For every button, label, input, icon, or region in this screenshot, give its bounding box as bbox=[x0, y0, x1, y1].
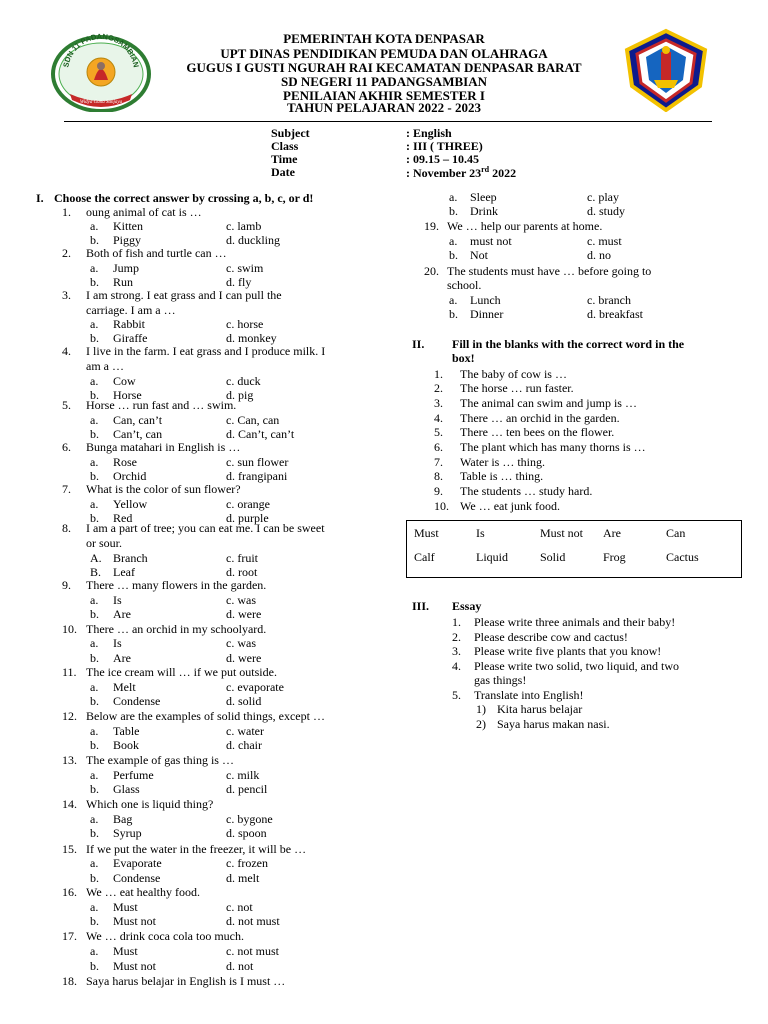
question-text: am a … bbox=[86, 359, 124, 373]
fill-item-text: There … ten bees on the flower. bbox=[460, 425, 615, 439]
essay-number: 3. bbox=[452, 644, 461, 658]
option-d: d. no bbox=[587, 248, 611, 262]
option-c: c. play bbox=[587, 190, 619, 204]
date-suffix: rd bbox=[481, 165, 490, 174]
option-letter: b. bbox=[90, 388, 99, 402]
question-number: 16. bbox=[62, 885, 77, 899]
option-d: d. melt bbox=[226, 871, 260, 885]
option-b: Giraffe bbox=[113, 331, 148, 345]
question-text: If we put the water in the freezer, it will be … bbox=[86, 842, 307, 856]
date-text: : November 23 bbox=[406, 166, 482, 180]
option-b: Can’t, can bbox=[113, 427, 163, 441]
option-b: Piggy bbox=[113, 233, 142, 247]
option-a: Can, can’t bbox=[113, 413, 163, 427]
section-3-number: III. bbox=[412, 599, 430, 613]
word-box-word: Frog bbox=[603, 550, 626, 564]
option-c: c. fruit bbox=[226, 551, 258, 565]
option-a: must not bbox=[470, 234, 512, 248]
question-number: 7. bbox=[62, 482, 71, 496]
word-box-word: Can bbox=[666, 526, 686, 540]
option-a: Must bbox=[113, 900, 138, 914]
option-d: d. pencil bbox=[226, 782, 268, 796]
question-number: 5. bbox=[62, 398, 71, 412]
fill-item-number: 3. bbox=[434, 396, 443, 410]
fill-item-number: 8. bbox=[434, 469, 443, 483]
option-letter: b. bbox=[90, 607, 99, 621]
question-number: 8. bbox=[62, 521, 71, 535]
fill-item-text: The students … study hard. bbox=[460, 484, 593, 498]
fill-item-text: The horse … run faster. bbox=[460, 381, 574, 395]
fill-item-text: Table is … thing. bbox=[460, 469, 544, 483]
option-letter: a. bbox=[90, 812, 99, 826]
word-box-word: Solid bbox=[540, 550, 566, 564]
option-a: Sleep bbox=[470, 190, 497, 204]
option-letter: b. bbox=[90, 782, 99, 796]
question-text: We … eat healthy food. bbox=[86, 885, 200, 899]
fill-item-number: 5. bbox=[434, 425, 443, 439]
option-c: c. swim bbox=[226, 261, 264, 275]
option-a: Yellow bbox=[113, 497, 148, 511]
option-b: Drink bbox=[470, 204, 498, 218]
option-letter: a. bbox=[449, 234, 458, 248]
option-letter: b. bbox=[449, 307, 458, 321]
option-c: c. branch bbox=[587, 293, 631, 307]
option-c: c. sun flower bbox=[226, 455, 289, 469]
question-number: 14. bbox=[62, 797, 77, 811]
option-c: c. was bbox=[226, 636, 256, 650]
fill-item-number: 6. bbox=[434, 440, 443, 454]
header-line-3: GUGUS I GUSTI NGURAH RAI KECAMATAN DENPASAR BARAT bbox=[186, 60, 582, 75]
option-letter: a. bbox=[90, 593, 99, 607]
option-c: c. frozen bbox=[226, 856, 268, 870]
fill-item-text: The baby of cow is … bbox=[460, 367, 567, 381]
question-text: The example of gas thing is … bbox=[86, 753, 234, 767]
header-line-1: PEMERINTAH KOTA DENPASAR bbox=[283, 31, 485, 46]
info-value: : English bbox=[406, 126, 452, 140]
option-d: d. breakfast bbox=[587, 307, 643, 321]
word-box-word: Are bbox=[603, 526, 621, 540]
option-b: Run bbox=[113, 275, 134, 289]
option-letter: b. bbox=[90, 469, 99, 483]
section-2-title-line-2: box! bbox=[452, 351, 475, 365]
essay-text: Please describe cow and cactus! bbox=[474, 630, 628, 644]
option-letter: a. bbox=[90, 317, 99, 331]
fill-item-text: The animal can swim and jump is … bbox=[460, 396, 637, 410]
option-c: c. Can, can bbox=[226, 413, 280, 427]
option-a: Is bbox=[113, 593, 122, 607]
option-d: d. duckling bbox=[226, 233, 280, 247]
option-c: c. bygone bbox=[226, 812, 273, 826]
option-letter: b. bbox=[90, 694, 99, 708]
school-logo-text: SDN 11 PADANGSAMBIAN bbox=[61, 31, 141, 69]
option-c: c. lamb bbox=[226, 219, 262, 233]
question-number: 17. bbox=[62, 929, 77, 943]
fill-item-number: 10. bbox=[434, 499, 449, 513]
option-letter: b. bbox=[90, 511, 99, 525]
option-d: d. chair bbox=[226, 738, 262, 752]
question-number: 4. bbox=[62, 344, 71, 358]
header-line-6: TAHUN PELAJARAN 2022 - 2023 bbox=[286, 100, 482, 115]
option-a: Must bbox=[113, 944, 138, 958]
essay-text: gas things! bbox=[474, 673, 527, 687]
option-letter: a. bbox=[90, 680, 99, 694]
option-letter: b. bbox=[90, 959, 99, 973]
option-a: Cow bbox=[113, 374, 136, 388]
option-letter: b. bbox=[90, 427, 99, 441]
option-c: c. duck bbox=[226, 374, 261, 388]
option-letter: a. bbox=[90, 374, 99, 388]
option-letter: b. bbox=[90, 233, 99, 247]
question-text: or sour. bbox=[86, 536, 122, 550]
essay-text: Please write two solid, two liquid, and two bbox=[474, 659, 679, 673]
option-c: c. water bbox=[226, 724, 264, 738]
option-d: d. fly bbox=[226, 275, 252, 289]
question-text: What is the color of sun flower? bbox=[86, 482, 241, 496]
option-d: d. Can’t, can’t bbox=[226, 427, 295, 441]
question-number: 3. bbox=[62, 288, 71, 302]
info-value: : 09.15 – 10.45 bbox=[406, 152, 479, 166]
option-c: c. not must bbox=[226, 944, 279, 958]
essay-number: 4. bbox=[452, 659, 461, 673]
option-d: d. pig bbox=[226, 388, 254, 402]
option-d: d. root bbox=[226, 565, 258, 579]
option-c: c. evaporate bbox=[226, 680, 284, 694]
section-1-title: Choose the correct answer by crossing a, b, c, or d! bbox=[54, 191, 314, 205]
option-letter: a. bbox=[90, 636, 99, 650]
option-d: d. solid bbox=[226, 694, 262, 708]
essay-text: Please write three animals and their baby! bbox=[474, 615, 676, 629]
word-box-word: Must not bbox=[540, 526, 584, 540]
option-letter: b. bbox=[90, 275, 99, 289]
essay-text: Please write five plants that you know! bbox=[474, 644, 662, 658]
word-box-word: Must bbox=[414, 526, 439, 540]
option-letter: b. bbox=[90, 871, 99, 885]
info-value-date bbox=[406, 166, 516, 179]
option-letter: a. bbox=[90, 856, 99, 870]
info-label: Time bbox=[271, 152, 298, 166]
option-letter: a. bbox=[90, 900, 99, 914]
fill-item-text: The plant which has many thorns is … bbox=[460, 440, 646, 454]
header-line-5: PENILAIAN AKHIR SEMESTER I bbox=[283, 88, 485, 103]
option-c: c. horse bbox=[226, 317, 264, 331]
option-a: Evaporate bbox=[113, 856, 162, 870]
essay-text: Translate into English! bbox=[474, 688, 584, 702]
section-1-number: I. bbox=[36, 191, 44, 205]
fill-item-number: 4. bbox=[434, 411, 443, 425]
question-text: Bunga matahari in English is … bbox=[86, 440, 241, 454]
fill-item-text: We … eat junk food. bbox=[460, 499, 561, 513]
option-d: d. were bbox=[226, 607, 262, 621]
header-divider bbox=[64, 121, 712, 122]
translate-text: Saya harus makan nasi. bbox=[497, 717, 610, 731]
info-label: Date bbox=[271, 165, 295, 179]
translate-text: Kita harus belajar bbox=[497, 702, 583, 716]
question-text: Which one is liquid thing? bbox=[86, 797, 214, 811]
question-text: school. bbox=[447, 278, 482, 292]
fill-item-number: 9. bbox=[434, 484, 443, 498]
section-2-title-line-1: Fill in the blanks with the correct word in the bbox=[452, 337, 685, 351]
question-text: Both of fish and turtle can … bbox=[86, 246, 227, 260]
fill-item-text: Water is … thing. bbox=[460, 455, 546, 469]
option-letter: a. bbox=[90, 768, 99, 782]
question-text: oung animal of cat is … bbox=[86, 205, 202, 219]
option-letter: a. bbox=[90, 413, 99, 427]
option-c: c. orange bbox=[226, 497, 270, 511]
option-d: d. monkey bbox=[226, 331, 277, 345]
option-b: Condense bbox=[113, 694, 161, 708]
question-number: 12. bbox=[62, 709, 77, 723]
info-label: Class bbox=[271, 139, 299, 153]
option-b: Book bbox=[113, 738, 140, 752]
translate-number: 1) bbox=[476, 702, 486, 716]
option-letter: a. bbox=[90, 724, 99, 738]
option-c: c. was bbox=[226, 593, 256, 607]
option-b: Must not bbox=[113, 959, 157, 973]
essay-number: 2. bbox=[452, 630, 461, 644]
option-c: c. not bbox=[226, 900, 253, 914]
option-b: Leaf bbox=[113, 565, 135, 579]
date-year: 2022 bbox=[489, 166, 517, 180]
option-a: Rose bbox=[113, 455, 137, 469]
option-letter: b. bbox=[90, 738, 99, 752]
option-a: Rabbit bbox=[113, 317, 145, 331]
option-d: d. purple bbox=[226, 511, 269, 525]
option-a: Lunch bbox=[470, 293, 501, 307]
question-text: The ice cream will … if we put outside. bbox=[86, 665, 277, 679]
fill-item-text: There … an orchid in the garden. bbox=[460, 411, 620, 425]
option-a: Is bbox=[113, 636, 122, 650]
option-letter: b. bbox=[449, 204, 458, 218]
option-c: c. must bbox=[587, 234, 622, 248]
question-number: 20. bbox=[424, 264, 439, 278]
option-letter: b. bbox=[90, 914, 99, 928]
option-letter: a. bbox=[90, 497, 99, 511]
question-number: 9. bbox=[62, 578, 71, 592]
essay-number: 5. bbox=[452, 688, 461, 702]
info-label: Subject bbox=[271, 126, 310, 140]
question-number: 19. bbox=[424, 219, 439, 233]
question-number: 1. bbox=[62, 205, 71, 219]
option-b: Glass bbox=[113, 782, 140, 796]
option-b: Are bbox=[113, 607, 131, 621]
option-letter: a. bbox=[90, 261, 99, 275]
question-number: 13. bbox=[62, 753, 77, 767]
header-line-2: UPT DINAS PENDIDIKAN PEMUDA DAN OLAHRAGA bbox=[220, 46, 548, 61]
option-d: d. were bbox=[226, 651, 262, 665]
option-b: Red bbox=[113, 511, 133, 525]
word-box-word: Liquid bbox=[476, 550, 508, 564]
question-text: The students must have … before going to bbox=[447, 264, 652, 278]
option-letter: a. bbox=[90, 455, 99, 469]
option-letter: a. bbox=[449, 293, 458, 307]
question-number: 2. bbox=[62, 246, 71, 260]
word-box-word: Calf bbox=[414, 550, 435, 564]
option-a: Table bbox=[113, 724, 140, 738]
option-b: Must not bbox=[113, 914, 157, 928]
question-number: 15. bbox=[62, 842, 77, 856]
fill-item-number: 2. bbox=[434, 381, 443, 395]
option-a: Melt bbox=[113, 680, 136, 694]
option-a: Branch bbox=[113, 551, 148, 565]
option-d: d. spoon bbox=[226, 826, 267, 840]
option-letter: a. bbox=[90, 219, 99, 233]
option-d: d. not must bbox=[226, 914, 280, 928]
question-text: Below are the examples of solid things, except … bbox=[86, 709, 325, 723]
question-text: There … an orchid in my schoolyard. bbox=[86, 622, 267, 636]
question-number: 10. bbox=[62, 622, 77, 636]
option-letter: b. bbox=[449, 248, 458, 262]
option-d: d. not bbox=[226, 959, 254, 973]
option-letter: b. bbox=[90, 651, 99, 665]
word-box-word: Is bbox=[476, 526, 485, 540]
section-2-number: II. bbox=[412, 337, 425, 351]
option-a: Jump bbox=[113, 261, 140, 275]
question-text: carriage. I am a … bbox=[86, 303, 176, 317]
option-b: Condense bbox=[113, 871, 161, 885]
option-letter: A. bbox=[90, 551, 102, 565]
fill-item-number: 7. bbox=[434, 455, 443, 469]
option-a: Kitten bbox=[113, 219, 143, 233]
option-c: c. milk bbox=[226, 768, 260, 782]
question-number: 6. bbox=[62, 440, 71, 454]
question-text: I am a part of tree; you can eat me. I can be sweet bbox=[86, 521, 325, 535]
option-b: Horse bbox=[113, 388, 142, 402]
word-box-word: Cactus bbox=[666, 550, 699, 564]
question-number: 18. bbox=[62, 974, 77, 988]
question-text: We … drink coca cola too much. bbox=[86, 929, 244, 943]
translate-number: 2) bbox=[476, 717, 486, 731]
question-text: Horse … run fast and … swim. bbox=[86, 398, 237, 412]
option-b: Not bbox=[470, 248, 488, 262]
question-text: Saya harus belajar in English is I must … bbox=[86, 974, 286, 988]
option-letter: b. bbox=[90, 331, 99, 345]
option-letter: B. bbox=[90, 565, 102, 579]
option-b: Orchid bbox=[113, 469, 147, 483]
essay-number: 1. bbox=[452, 615, 461, 629]
question-text: We … help our parents at home. bbox=[447, 219, 603, 233]
question-text: There … many flowers in the garden. bbox=[86, 578, 267, 592]
option-letter: a. bbox=[90, 944, 99, 958]
question-text: I live in the farm. I eat grass and I produce milk. I bbox=[86, 344, 326, 358]
option-b: Syrup bbox=[113, 826, 142, 840]
section-3-title: Essay bbox=[452, 599, 482, 613]
option-d: d. frangipani bbox=[226, 469, 288, 483]
header-line-4: SD NEGERI 11 PADANGSAMBIAN bbox=[281, 74, 487, 89]
fill-item-number: 1. bbox=[434, 367, 443, 381]
option-a: Perfume bbox=[113, 768, 154, 782]
question-text: I am strong. I eat grass and I can pull the bbox=[86, 288, 282, 302]
option-b: Dinner bbox=[470, 307, 504, 321]
option-letter: b. bbox=[90, 826, 99, 840]
option-a: Bag bbox=[113, 812, 133, 826]
option-b: Are bbox=[113, 651, 131, 665]
info-value: : III ( THREE) bbox=[406, 139, 483, 153]
school-logo-motto: Widya Guna Sanjaya bbox=[79, 100, 123, 105]
option-d: d. study bbox=[587, 204, 626, 218]
option-letter: a. bbox=[449, 190, 458, 204]
question-number: 11. bbox=[62, 665, 77, 679]
